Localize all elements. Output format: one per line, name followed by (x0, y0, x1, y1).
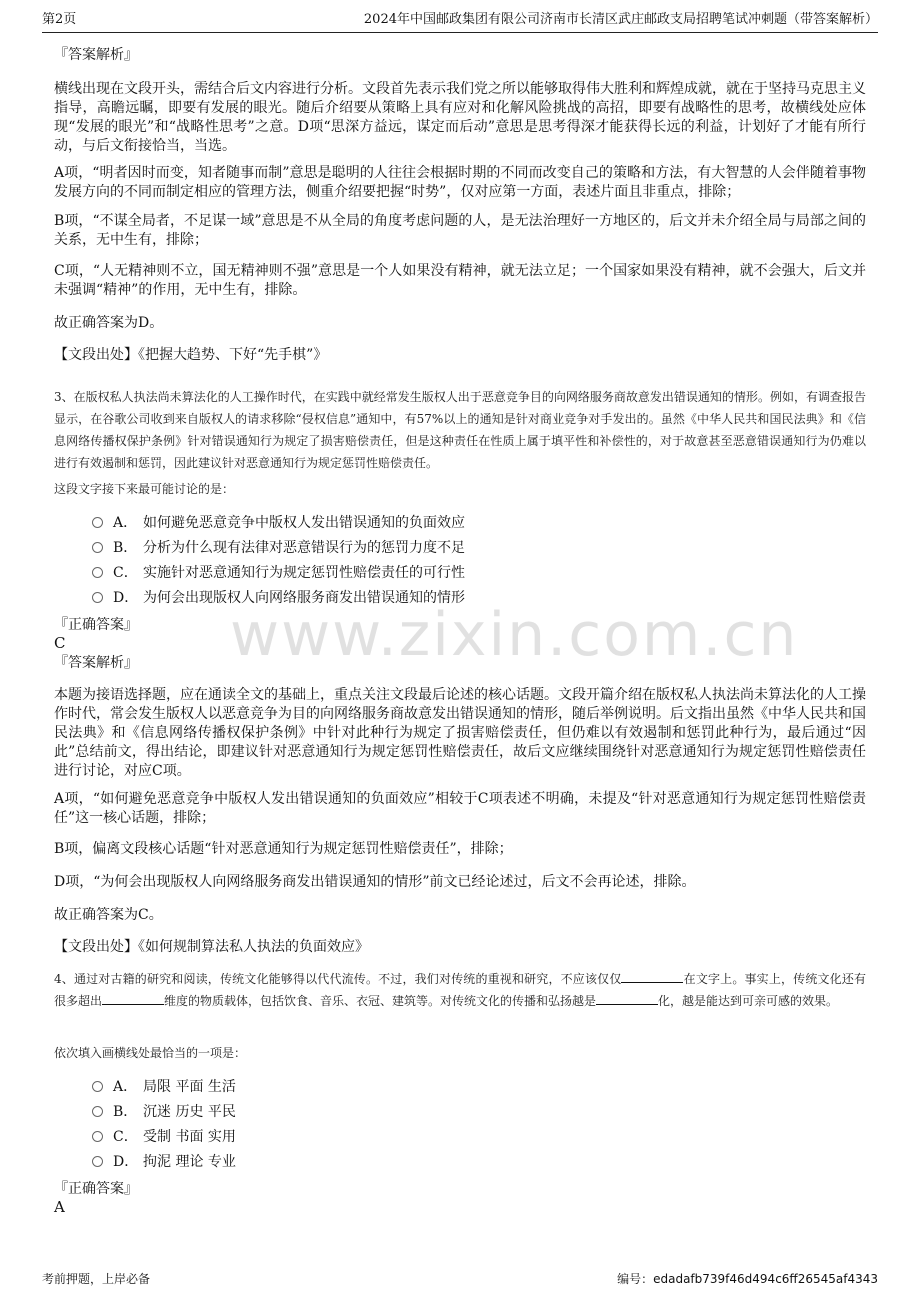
question-stem: 3、在版权私人执法尚未算法化的人工操作时代，在实践中就经常发生版权人出于恶意竞争目的向网络服务商故意发出错误通知的情形。例如，有调查报告显示，在谷歌公司收到来自版权人的请求移除“侵权信息”通知中，有57%以上的通知是针对商业竞争对手发出的。虽然《中华人民共和国民法典》和《信息网络传播权保护条例》针对错误通知行为规定了损害赔偿责任，但是这种责任在性质上属于填平性和补偿性的，对于故意甚至恶意错误通知行为仍难以进行有效遏制和惩罚，因此建议针对恶意通知行为规定惩罚性赔偿责任。 (54, 390, 866, 470)
radio-icon[interactable] (92, 1156, 103, 1167)
answer-conclusion: 故正确答案为D。 (54, 315, 164, 331)
analysis-paragraph: 横线出现在文段开头，需结合后文内容进行分析。文段首先表示我们党之所以能够取得伟大胜利和辉煌成就，就在于坚持马克思主义指导，高瞻远瞩，即要有发展的眼光。随后介绍要从策略上具有应对和化解风险挑战的高招，即要有战略性的思考，故横线处应体现“发展的眼光”和“战略性思考”之意。D项“思深方益远，谋定而后动”意思是思考得深才能获得长远的利益，计划好了才能有所行动，与后文衔接恰当，当选。 (54, 81, 866, 154)
analysis-paragraph: D项，“为何会出现版权人向网络服务商发出错误通知的情形”前文已经论述过，后文不会再论述，排除。 (54, 874, 696, 890)
option-a[interactable]: A． 如何避免恶意竞争中版权人发出错误通知的负面效应 (92, 514, 465, 532)
analysis-paragraph: A项，“如何避免恶意竞争中版权人发出错误通知的负面效应”相较于C项表述不明确，未提及“针对恶意通知行为规定惩罚性赔偿责任”这一核心话题，排除； (54, 791, 866, 826)
option-a[interactable]: A． 局限 平面 生活 (92, 1078, 236, 1096)
option-b[interactable]: B． 沉迷 历史 平民 (92, 1103, 236, 1121)
document-id: 编号：edadafb739f46d494c6ff26545af4343 (617, 1272, 878, 1286)
radio-icon[interactable] (92, 1131, 103, 1142)
analysis-paragraph: A项，“明者因时而变，知者随事而制”意思是聪明的人往往会根据时期的不同而改变自己的策略和方法，有大智慧的人会伴随着事物发展方向的不同而制定相应的管理方法，侧重介绍要把握“时势”，仅对应第一方面，表述片面且非重点，排除； (54, 165, 866, 200)
option-d[interactable]: D． 为何会出现版权人向网络服务商发出错误通知的情形 (92, 589, 465, 607)
option-d[interactable]: D． 拘泥 理论 专业 (92, 1153, 236, 1171)
radio-icon[interactable] (92, 1081, 103, 1092)
answer-conclusion: 故正确答案为C。 (54, 907, 163, 923)
radio-icon[interactable] (92, 542, 103, 553)
analysis-label: 『答案解析』 (54, 655, 138, 671)
watermark: www.zixin.com.cn (230, 600, 799, 670)
analysis-paragraph: C项，“人无精神则不立，国无精神则不强”意思是一个人如果没有精神，就无法立足；一个国家如果没有精神，就不会强大，后文并未强调“精神”的作用，无中生有，排除。 (54, 263, 866, 298)
page-footer (42, 1270, 878, 1290)
option-c[interactable]: C． 受制 书面 实用 (92, 1128, 236, 1146)
question-stem: 4、通过对古籍的研究和阅读，传统文化能够得以代代流传。不过，我们对传统的重视和研究，不应该仅仅 在文字上。事实上，传统文化还有很多超出 维度的物质载体，包括饮食、音乐、衣冠、建筑等。对传统文化的传播和弘扬越是 化，越是能达到可亲可感的效果。 (54, 972, 866, 1008)
radio-icon[interactable] (92, 1106, 103, 1117)
page-header (42, 10, 878, 33)
analysis-paragraph: 本题为接语选择题，应在通读全文的基础上，重点关注文段最后论述的核心话题。文段开篇介绍在版权私人执法尚未算法化的人工操作时代，常会发生版权人以恶意竞争为目的向网络服务商故意发出错误通知的情形，随后举例说明。后文指出虽然《中华人民共和国民法典》和《信息网络传播权保护条例》中针对此种行为规定了损害赔偿责任，但仍难以有效遏制和惩罚此种行为，最后通过“因此”总结前文，得出结论，即建议针对恶意通知行为规定惩罚性赔偿责任，故后文应继续围绕针对恶意通知行为规定惩罚性赔偿责任进行讨论，对应C项。 (54, 687, 866, 779)
analysis-paragraph: B项，“不谋全局者，不足谋一域”意思是不从全局的角度考虑问题的人，是无法治理好一方地区的，后文并未介绍全局与局部之间的关系，无中生有，排除； (54, 213, 866, 248)
question-prompt: 依次填入画横线处最恰当的一项是： (54, 1046, 247, 1060)
source-citation: 【文段出处】《把握大趋势、下好“先手棋”》 (54, 347, 328, 363)
radio-icon[interactable] (92, 567, 103, 578)
fill-blank[interactable] (596, 992, 658, 1005)
fill-blank[interactable] (621, 970, 683, 983)
correct-answer-label: 『正确答案』 (54, 1181, 138, 1197)
correct-answer: C (54, 634, 66, 652)
analysis-paragraph: B项，偏离文段核心话题“针对恶意通知行为规定惩罚性赔偿责任”，排除； (54, 841, 513, 857)
radio-icon[interactable] (92, 517, 103, 528)
document-title: 2024年中国邮政集团有限公司济南市长清区武庄邮政支局招聘笔试冲刺题（带答案解析） (363, 12, 878, 27)
page-number: 第2页 (42, 12, 77, 27)
correct-answer: A (54, 1198, 65, 1216)
source-citation: 【文段出处】《如何规制算法私人执法的负面效应》 (54, 939, 369, 955)
question-prompt: 这段文字接下来最可能讨论的是： (54, 482, 235, 496)
footer-slogan: 考前押题，上岸必备 (42, 1272, 151, 1286)
correct-answer-label: 『正确答案』 (54, 617, 138, 633)
option-b[interactable]: B． 分析为什么现有法律对恶意错误行为的惩罚力度不足 (92, 539, 465, 557)
fill-blank[interactable] (102, 992, 164, 1005)
option-c[interactable]: C． 实施针对恶意通知行为规定惩罚性赔偿责任的可行性 (92, 564, 465, 582)
analysis-label: 『答案解析』 (54, 47, 138, 63)
radio-icon[interactable] (92, 592, 103, 603)
